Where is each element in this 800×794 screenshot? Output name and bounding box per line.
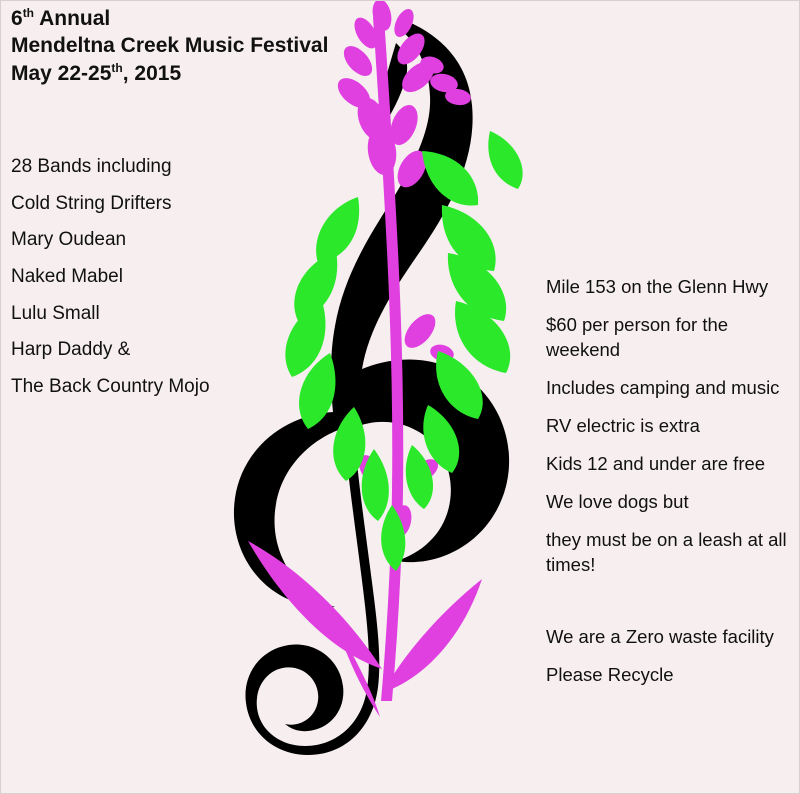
bands-list [11, 149, 341, 406]
detail-dogs-welcome: We love dogs but [546, 490, 689, 512]
band-name: Harp Daddy & [11, 339, 131, 361]
detail-spacer [546, 591, 800, 625]
band-name: The Back Country Mojo [11, 375, 210, 397]
bands-heading: 28 Bands including [11, 156, 172, 177]
festival-title: Mendeltna Creek Music Festival [11, 34, 329, 58]
band-name: Lulu Small [11, 302, 100, 324]
dates-text: May 22-25 [11, 61, 112, 85]
detail-kids-free: Kids 12 and under are free [546, 452, 766, 474]
header-line-annual [11, 5, 431, 32]
band-name: Mary Oudean [11, 229, 127, 251]
detail-location: Mile 153 on the Glenn Hwy [546, 276, 769, 297]
detail-rv-electric: RV electric is extra [546, 414, 700, 436]
dates-year: , 2015 [122, 61, 182, 85]
annual-word: Annual [34, 7, 111, 30]
poster-header [11, 5, 431, 87]
detail-recycle: Please Recycle [546, 663, 674, 685]
band-name: Cold String Drifters [11, 192, 172, 214]
annual-ordinal-suffix: th [22, 6, 35, 20]
detail-price: $60 per person for the weekend [546, 313, 729, 360]
detail-leash-rule: they must be on a leash at all times! [546, 528, 787, 575]
band-name: Naked Mabel [11, 265, 123, 287]
detail-includes: Includes camping and music [546, 376, 780, 398]
event-details [546, 275, 800, 701]
festival-dates [11, 60, 431, 87]
detail-zero-waste: We are a Zero waste facility [546, 625, 774, 647]
dates-ordinal-suffix: th [111, 60, 123, 75]
annual-number: 6 [11, 7, 23, 30]
